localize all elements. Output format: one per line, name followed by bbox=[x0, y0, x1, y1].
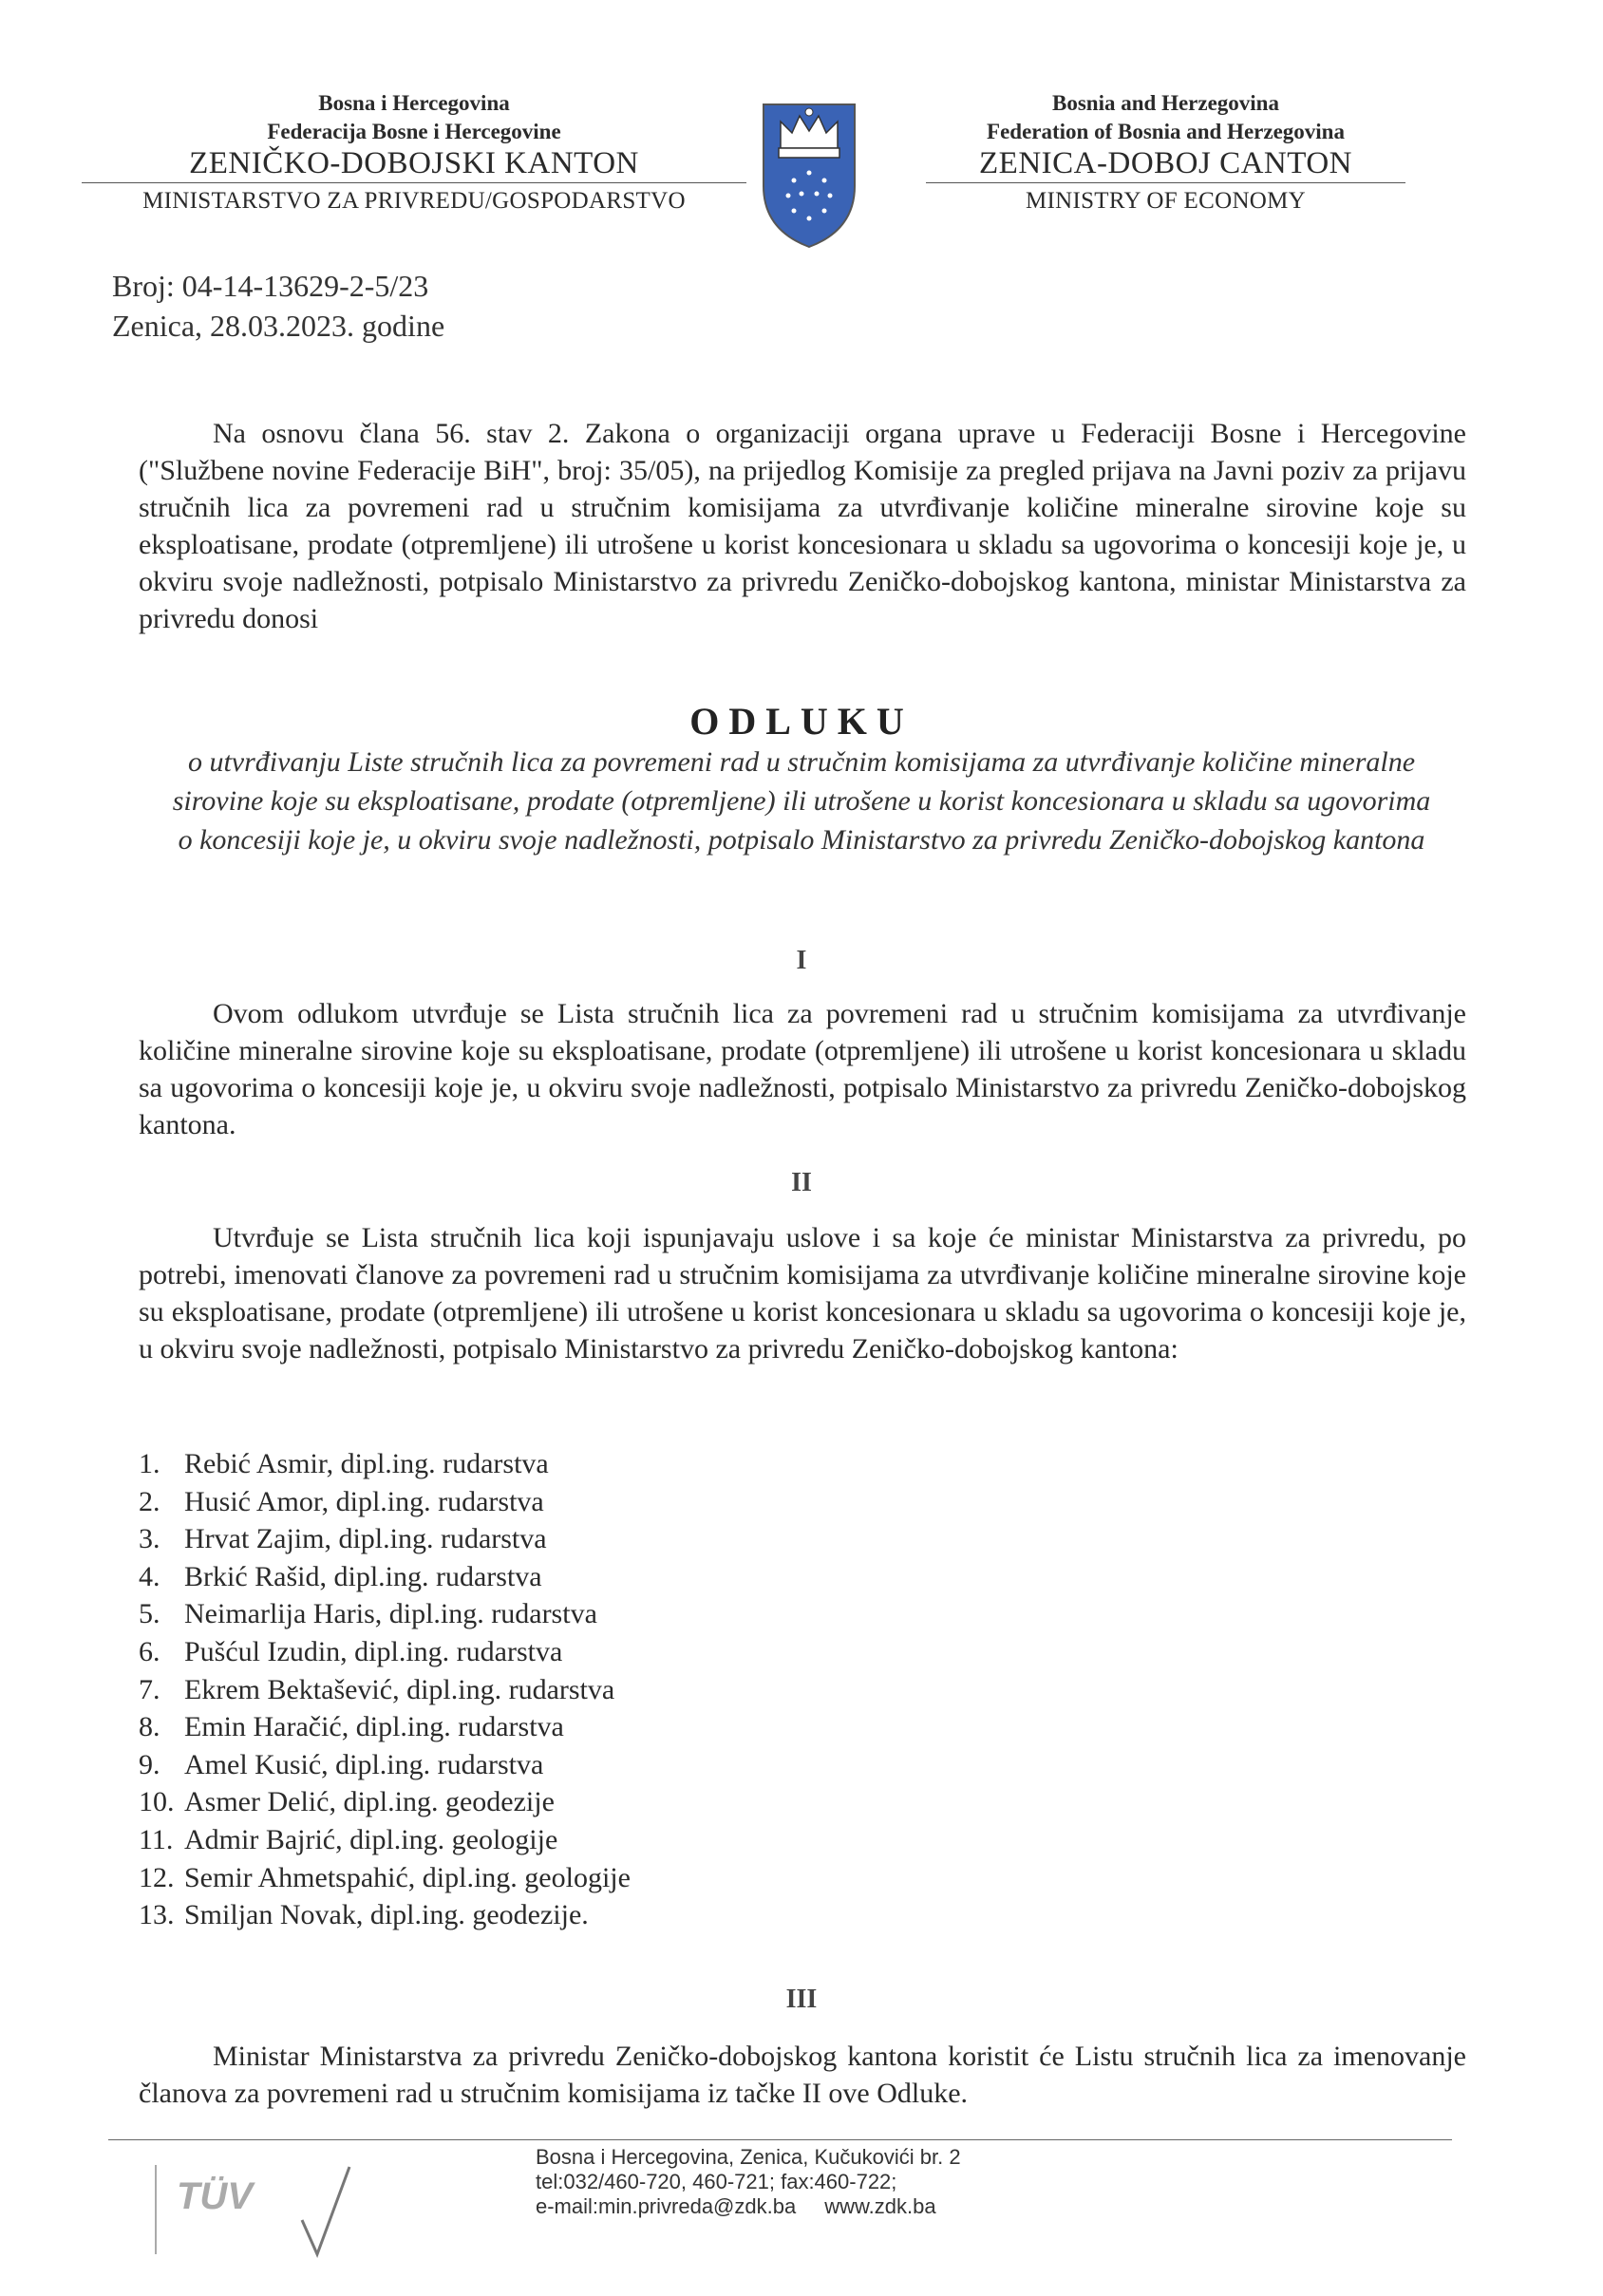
footer-address: Bosna i Hercegovina, Zenica, Kučukovići br. 2 bbox=[536, 2145, 961, 2169]
header-canton-en: ZENICA-DOBOJ CANTON bbox=[979, 146, 1352, 180]
list-item: 1. Rebić Asmir, dipl.ing. rudarstva bbox=[139, 1448, 549, 1479]
header-country-en: Bosnia and Herzegovina bbox=[1052, 91, 1279, 115]
canton-coat-of-arms-icon bbox=[760, 99, 858, 251]
header-country: Bosna i Hercegovina bbox=[318, 91, 510, 115]
section-3-heading: III bbox=[785, 1985, 818, 2014]
header-federation-en: Federation of Bosnia and Herzegovina bbox=[987, 120, 1345, 143]
section-2-heading: II bbox=[791, 1168, 812, 1197]
list-item: 4. Brkić Rašid, dipl.ing. rudarstva bbox=[139, 1560, 542, 1592]
footer-email: e-mail:min.privreda@zdk.ba bbox=[536, 2194, 797, 2218]
reference-date: Zenica, 28.03.2023. godine bbox=[112, 309, 445, 343]
section-1-text: Ovom odlukom utvrđuje se Lista stručnih lica za povremeni rad u stručnim komisijama za utvrđivanje količine mineralne sirovine koje su eksploatisane, prodate (otpremljene) ili utrošene u korist koncesionara u skladu sa ugovorima o koncesiji koje je, u okviru svoje nadležnosti, potpisalo Ministarstvo za privredu Zeničko-dobojskog kantona. bbox=[139, 998, 1466, 1140]
header-right bbox=[926, 89, 1405, 216]
header-canton: ZENIČKO-DOBOJSKI KANTON bbox=[189, 146, 639, 180]
header-left bbox=[82, 89, 746, 216]
list-item: 12. Semir Ahmetspahić, dipl.ing. geologije bbox=[139, 1861, 631, 1893]
list-item: 3. Hrvat Zajim, dipl.ing. rudarstva bbox=[139, 1523, 547, 1555]
svg-text:TÜV: TÜV bbox=[177, 2175, 253, 2217]
header-federation: Federacija Bosne i Hercegovine bbox=[267, 120, 561, 143]
list-item: 6. Pušćul Izudin, dipl.ing. rudarstva bbox=[139, 1635, 563, 1667]
list-item: 11. Admir Bajrić, dipl.ing. geologije bbox=[139, 1823, 558, 1855]
list-item: 10. Asmer Delić, dipl.ing. geodezije bbox=[139, 1786, 555, 1818]
preamble: Na osnovu člana 56. stav 2. Zakona o organizaciji organa uprave u Federaciji Bosne i Hercegovine ("Službene novine Federacije BiH", broj: 35/05), na prijedlog Komisije za pregled prijava na Javni poziv za prijavu stručnih lica za povremeni rad u stručnim komisijama za utvrđivanje količine mineralne sirovine koje su eksploatisane, prodate (otpremljene) ili utrošene u korist koncesionara u skladu sa ugovorima o koncesiji koje je, u okviru svoje nadležnosti, potpisalo Ministarstvo za privredu Zeničko-dobojskog kantona, ministar Ministarstva za privredu donosi bbox=[139, 418, 1466, 634]
list-item: 5. Neimarlija Haris, dipl.ing. rudarstva bbox=[139, 1598, 597, 1630]
footer-phones: tel:032/460-720, 460-721; fax:460-722; bbox=[536, 2170, 897, 2193]
list-item: 7. Ekrem Bektašević, dipl.ing. rudarstva bbox=[139, 1673, 615, 1705]
footer-website: www.zdk.ba bbox=[824, 2194, 936, 2218]
expert-list bbox=[139, 1445, 631, 1934]
header-divider-en bbox=[926, 182, 1405, 183]
list-item: 13. Smiljan Novak, dipl.ing. geodezije. bbox=[139, 1899, 589, 1931]
header-ministry-en: MINISTRY OF ECONOMY bbox=[1025, 188, 1307, 214]
section-1-heading: I bbox=[796, 946, 807, 975]
tuv-certification-logo-icon bbox=[150, 2159, 368, 2264]
decision-subtitle: o utvrđivanju Liste stručnih lica za povremeni rad u stručnim komisijama za utvrđivanje količine mineralne sirovine koje su eksploatisane, prodate (otpremljene) ili utrošene u korist koncesionara u skladu sa ugovorima o koncesiji koje je, u okviru svoje nadležnosti, potpisalo Ministarstvo za privredu Zeničko-dobojskog kantona bbox=[172, 746, 1431, 856]
list-item: 8. Emin Haračić, dipl.ing. rudarstva bbox=[139, 1711, 564, 1743]
header-divider bbox=[82, 182, 746, 183]
footer-divider bbox=[108, 2139, 1452, 2140]
document-reference bbox=[112, 266, 444, 346]
decision-title: ODLUKU bbox=[689, 700, 914, 743]
list-item: 9. Amel Kusić, dipl.ing. rudarstva bbox=[139, 1748, 544, 1780]
header-ministry: MINISTARSTVO ZA PRIVREDU/GOSPODARSTVO bbox=[142, 188, 686, 214]
section-2-text: Utvrđuje se Lista stručnih lica koji ispunjavaju uslove i sa koje će ministar Ministarstva za privredu, po potrebi, imenovati članove za povremeni rad u stručnim komisijama za utvrđivanje količine mineralne sirovine koje su eksploatisane, prodate (otpremljene) ili utrošene u korist koncesionara u skladu sa ugovorima o koncesiji koje je, u okviru svoje nadležnosti, potpisalo Ministarstvo za privredu Zeničko-dobojskog kantona: bbox=[139, 1222, 1466, 1364]
list-item: 2. Husić Amor, dipl.ing. rudarstva bbox=[139, 1485, 544, 1517]
reference-number: Broj: 04-14-13629-2-5/23 bbox=[112, 269, 429, 303]
footer-contact bbox=[536, 2145, 961, 2219]
section-3-text: Ministar Ministarstva za privredu Zeničko-dobojskog kantona koristit će Listu stručnih lica za imenovanje članova za povremeni rad u stručnim komisijama iz tačke II ove Odluke. bbox=[139, 2041, 1466, 2109]
